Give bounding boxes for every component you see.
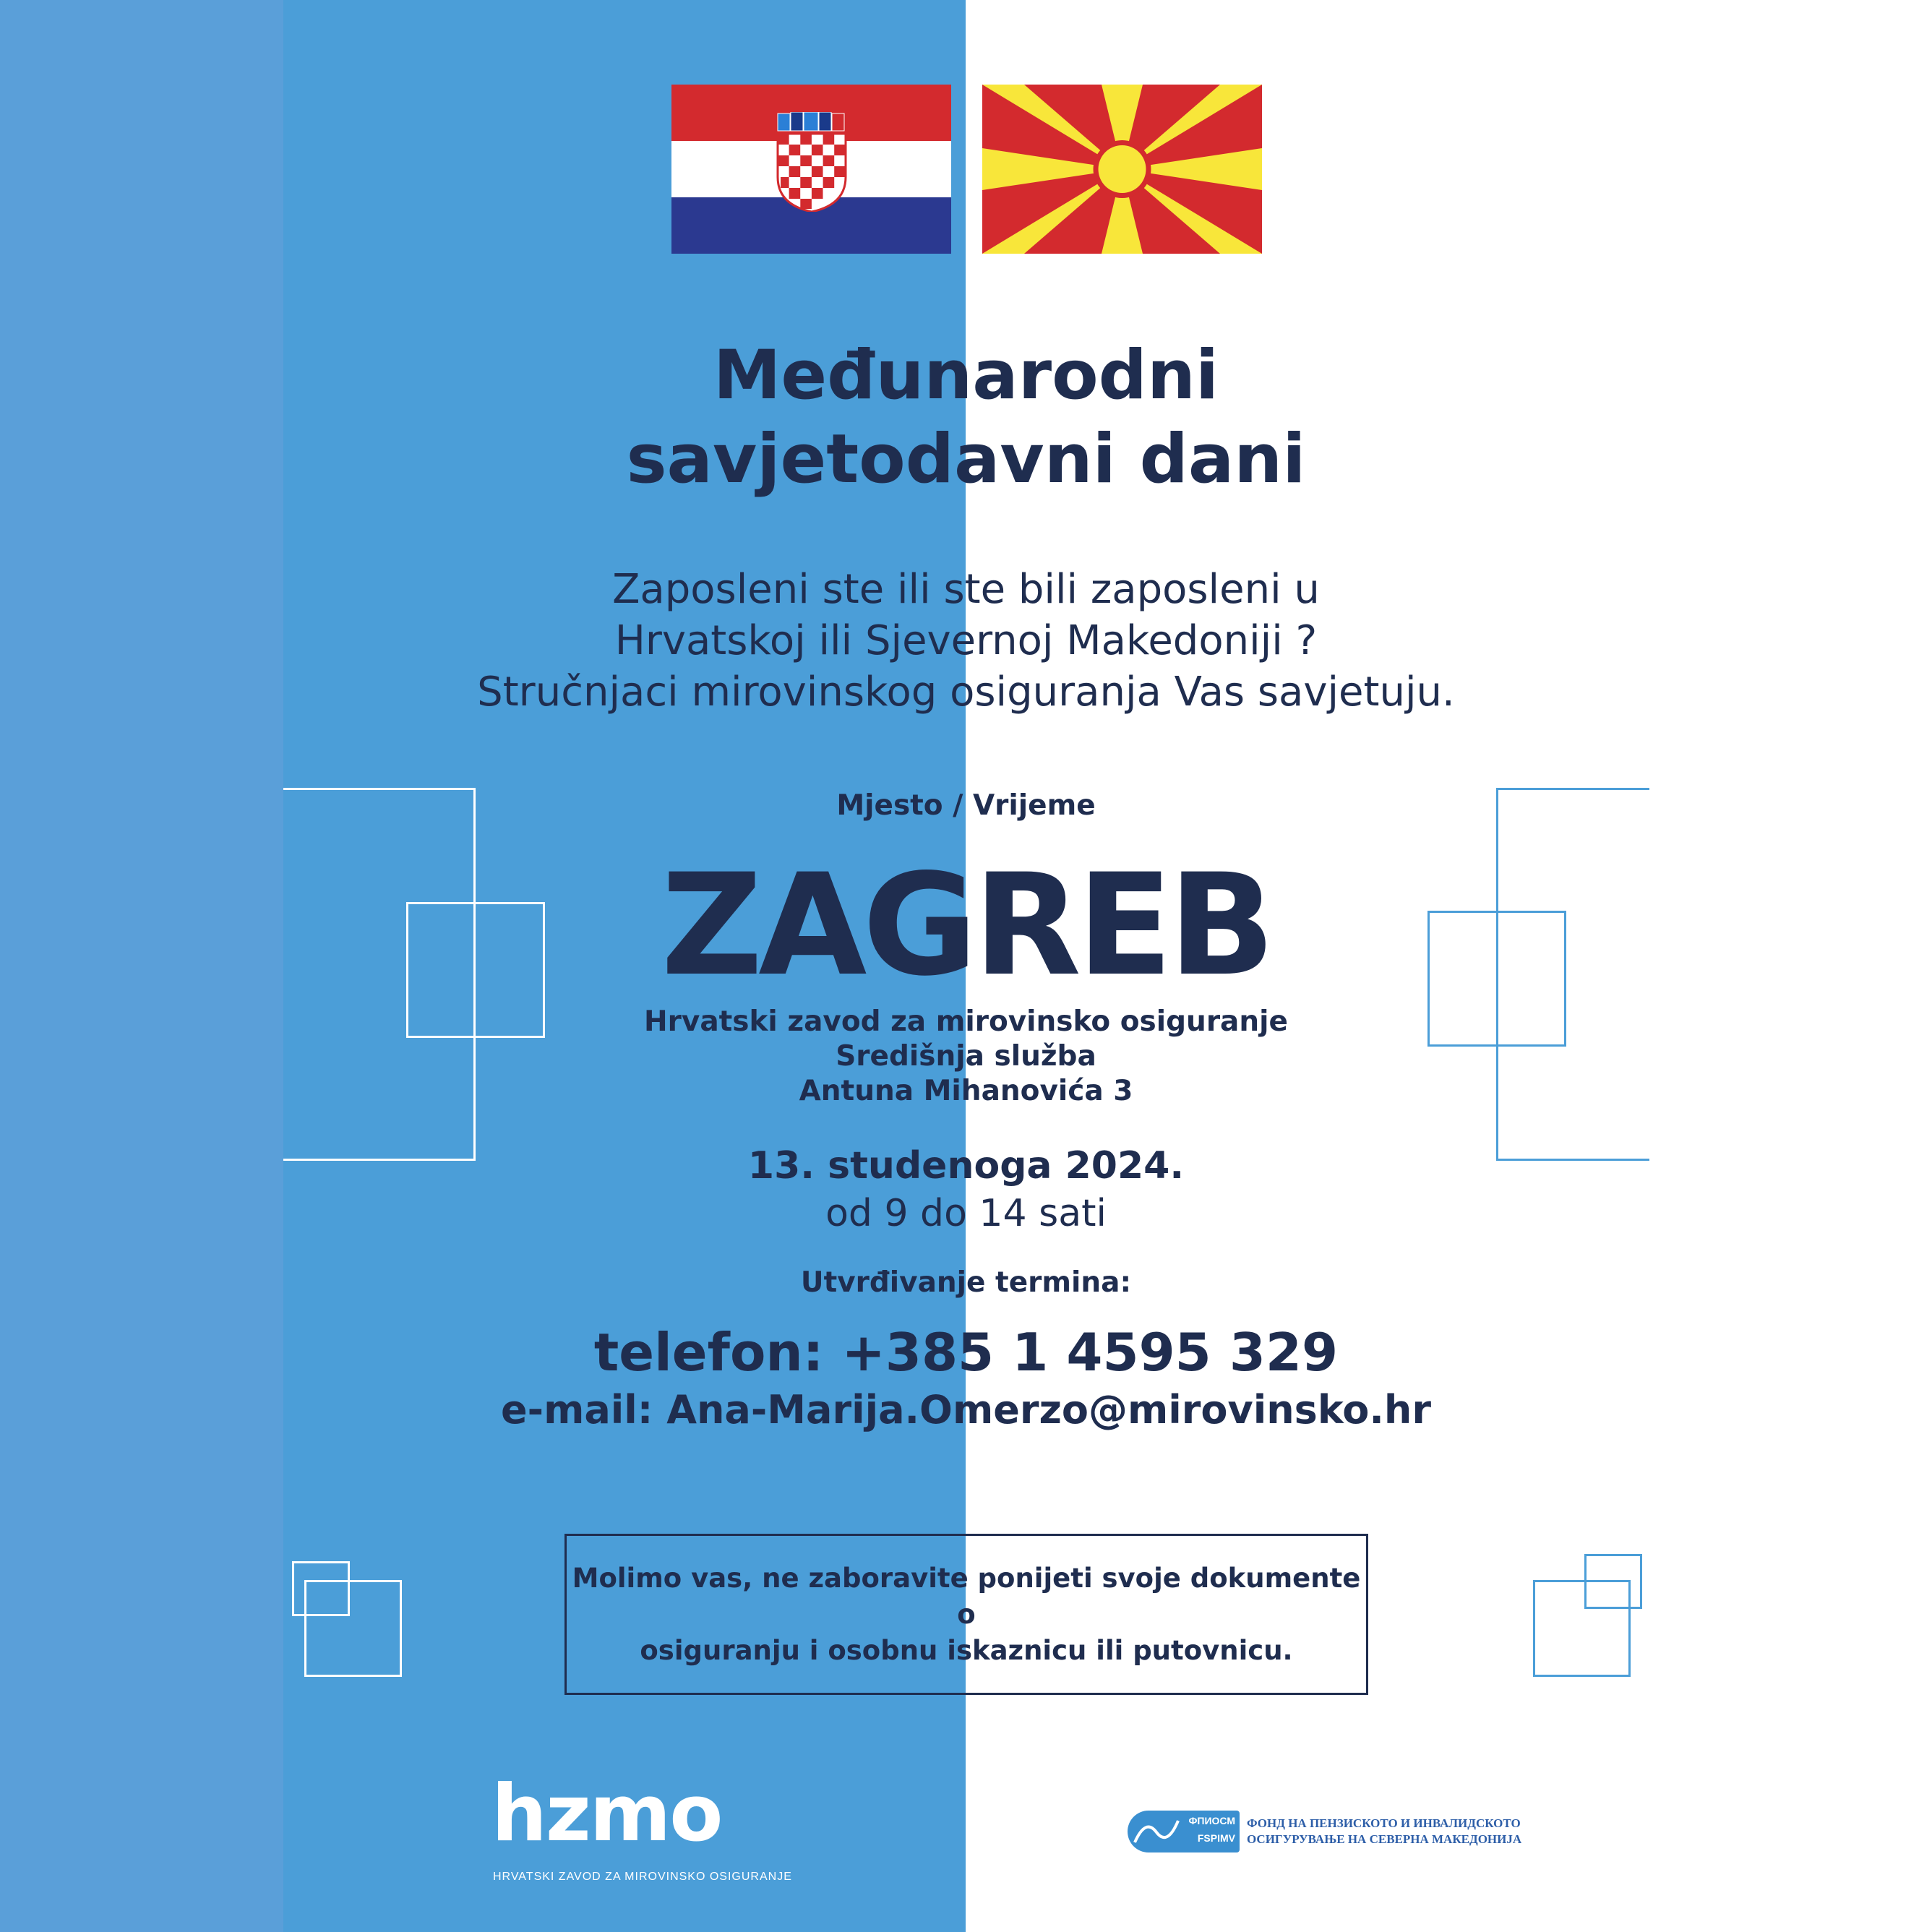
sun-rays-icon — [982, 85, 1262, 254]
fpiosm-logo — [1128, 1811, 1521, 1852]
page-title — [0, 334, 1932, 502]
intro-line: Zaposleni ste ili ste bili zaposleni u — [612, 566, 1320, 613]
fpiosm-name-line: ОСИГУРУВАЊЕ НА СЕВЕРНА МАКЕДОНИЈА — [1247, 1832, 1522, 1846]
fpiosm-emblem-icon — [1128, 1811, 1240, 1852]
fpiosm-name — [1247, 1816, 1521, 1847]
notice-text — [567, 1560, 1366, 1669]
address-line: Središnja služba — [836, 1040, 1096, 1073]
phone-number[interactable]: telefon: +385 1 4595 329 — [593, 1322, 1339, 1383]
address-line: Antuna Mihanovića 3 — [799, 1075, 1133, 1107]
notice-box — [564, 1534, 1368, 1695]
title-line: Međunarodni — [713, 336, 1219, 415]
hzmo-logo-word: hzmo — [491, 1769, 722, 1859]
city-name: ZAGREB — [661, 843, 1271, 1007]
decor-square — [304, 1580, 402, 1677]
fpiosm-abbr-latin: FSPIMV — [1197, 1832, 1235, 1844]
email-address[interactable]: e-mail: Ana-Marija.Omerzo@mirovinsko.hr — [501, 1387, 1431, 1433]
fpiosm-abbr-cyrillic: ФПИОСМ — [1188, 1815, 1235, 1826]
place-time-label: Mjesto / Vrijeme — [836, 789, 1096, 822]
intro-line: Hrvatskoj ili Sjevernoj Makedoniji ? — [614, 617, 1318, 664]
address — [0, 1005, 1932, 1109]
notice-line: Molimo vas, ne zaboravite ponijeti svoje dokumente o — [572, 1562, 1361, 1630]
event-date: 13. studenoga 2024. — [747, 1144, 1185, 1188]
event-hours: od 9 do 14 sati — [825, 1192, 1107, 1235]
hzmo-logo-subtitle: HRVATSKI ZAVOD ZA MIROVINSKO OSIGURANJE — [493, 1871, 792, 1883]
intro-text — [0, 564, 1932, 718]
north-macedonia-flag — [982, 85, 1262, 254]
decor-square — [1533, 1580, 1631, 1677]
intro-line: Stručnjaci mirovinskog osiguranja Vas savjetuju. — [477, 669, 1455, 716]
croatia-flag — [671, 85, 951, 254]
address-line: Hrvatski zavod za mirovinsko osiguranje — [644, 1005, 1288, 1038]
booking-label: Utvrđivanje termina: — [800, 1266, 1132, 1299]
fpiosm-name-line: ФОНД НА ПЕНЗИСКОТО И ИНВАЛИДСКОТО — [1247, 1816, 1521, 1830]
hzmo-logo — [491, 1771, 792, 1884]
notice-line: osiguranju i osobnu iskaznicu ili putovnicu. — [640, 1634, 1293, 1666]
croatia-coat-of-arms-icon — [775, 112, 849, 212]
title-line: savjetodavni dani — [626, 420, 1306, 499]
